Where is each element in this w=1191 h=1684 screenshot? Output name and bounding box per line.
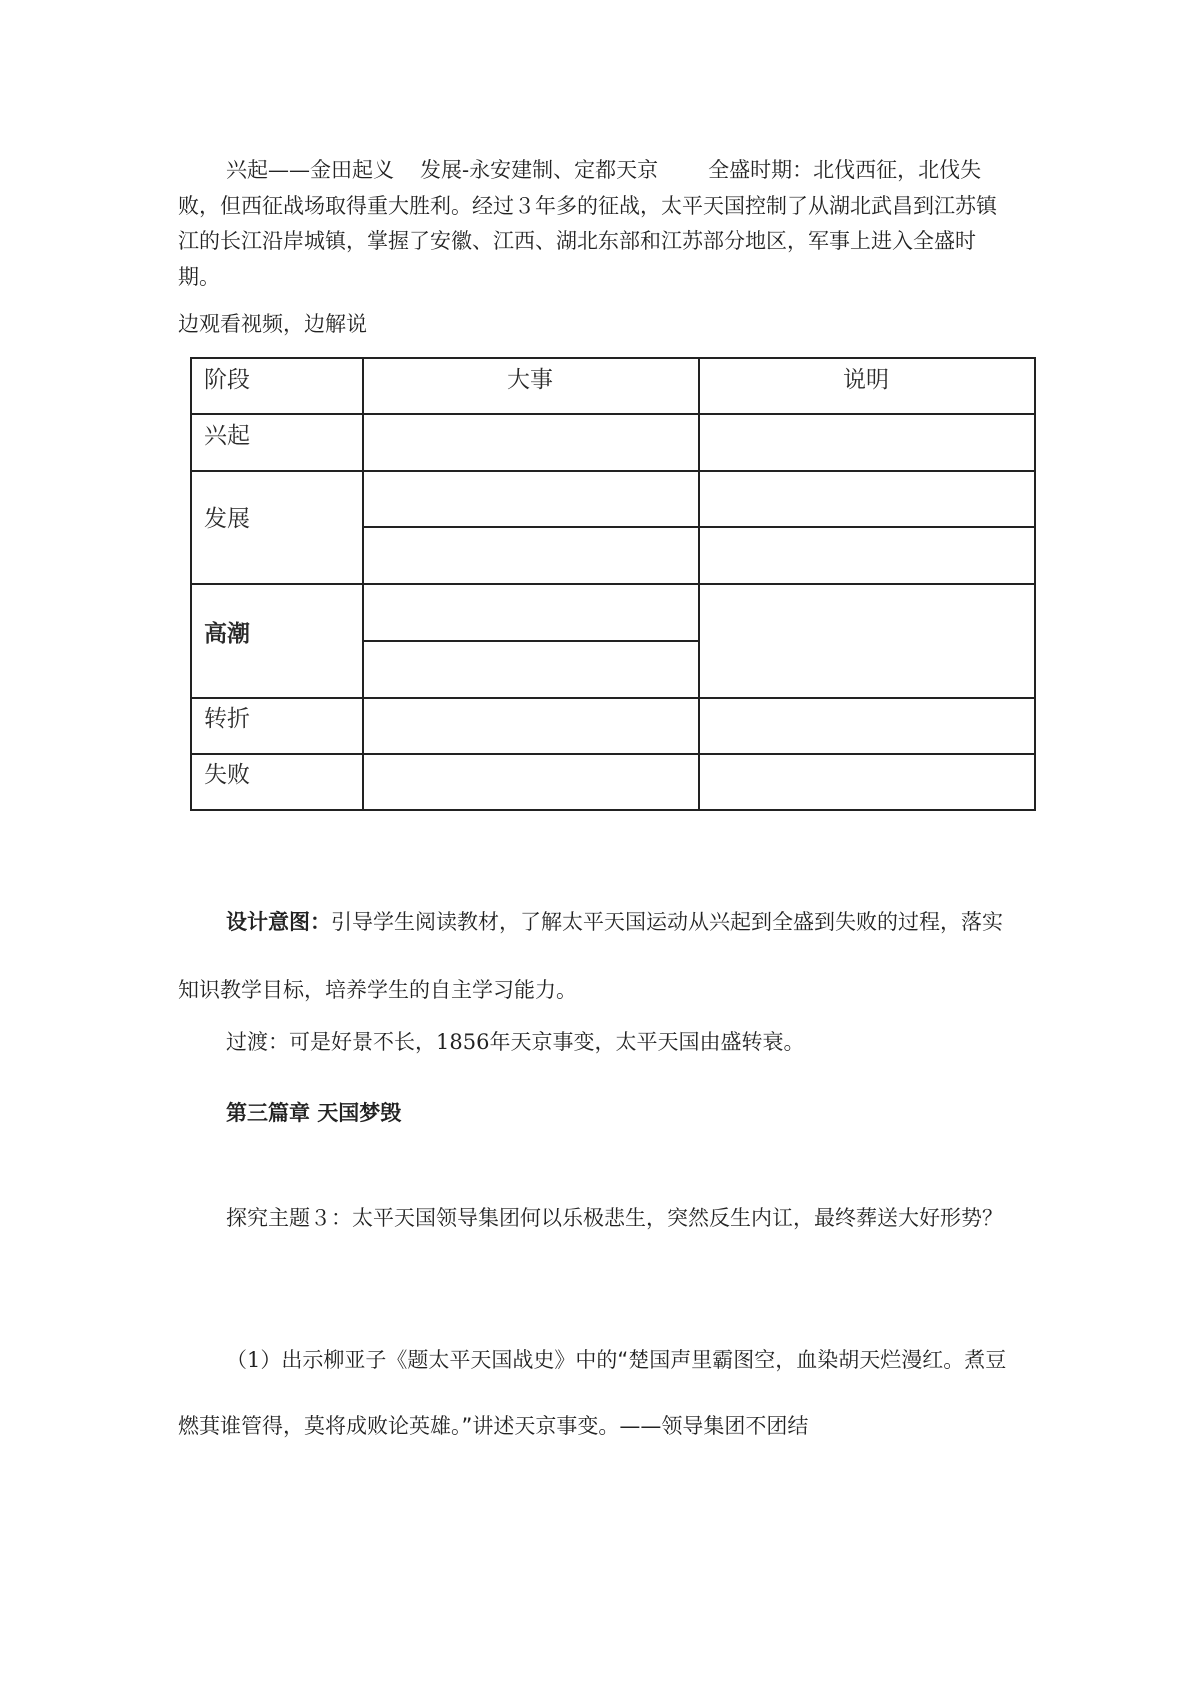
table-rule xyxy=(190,583,1036,585)
table-border-right xyxy=(1034,357,1036,811)
table-col-rule xyxy=(362,357,364,811)
inquiry-topic-3: 探究主题３：太平天国领导集团何以乐极悲生，突然反生内讧，最终葬送大好形势？ xyxy=(226,1206,1003,1230)
transition-line: 过渡：可是好景不长，1856年天京事变，太平天国由盛转衰。 xyxy=(226,1030,805,1054)
poem-index: （1） xyxy=(226,1348,282,1372)
stage-label-turning: 转折 xyxy=(204,706,250,732)
design-intent-label: 设计意图： xyxy=(226,910,331,934)
stage-table xyxy=(190,357,1036,811)
table-rule xyxy=(190,753,1036,755)
stage-label-climax: 高潮 xyxy=(204,621,250,647)
stage-label-rise: 兴起 xyxy=(204,423,250,449)
table-rule xyxy=(362,640,698,642)
table-rule xyxy=(190,697,1036,699)
table-rule xyxy=(190,470,1036,472)
intro-part-peak: 全盛时期：北伐西征，北伐失败，但西征战场取得重大胜利。经过３年多的征战，太平天国控制了从湖北武昌到江苏镇江的长江沿岸城镇，掌握了安徽、江西、湖北东部和江苏部分地区，军事上进入全盛时期。 xyxy=(178,158,997,289)
intro-part-rise: 兴起——金田起义 xyxy=(226,158,394,182)
table-border-bottom xyxy=(190,809,1036,811)
table-col-rule xyxy=(698,357,700,811)
table-border-top xyxy=(190,357,1036,359)
intro-paragraph xyxy=(178,153,1008,295)
poem-text: 出示柳亚子《题太平天国战史》中的“楚国声里霸图空，血染胡天烂漫红。煮豆燃萁谁管得，莫将成败论英雄。”讲述天京事变。——领导集团不团结 xyxy=(178,1348,1007,1438)
table-header-explanation: 说明 xyxy=(843,367,889,393)
table-header-stage: 阶段 xyxy=(204,367,250,393)
design-intent-paragraph xyxy=(178,888,1008,1024)
design-intent-text: 引导学生阅读教材，了解太平天国运动从兴起到全盛到失败的过程，落实知识教学目标，培养学生的自主学习能力。 xyxy=(178,910,1003,1002)
watch-video-line: 边观看视频，边解说 xyxy=(178,312,367,336)
stage-label-failure: 失败 xyxy=(204,762,250,788)
poem-paragraph xyxy=(178,1327,1008,1459)
chapter-title: 第三篇章 天国梦毁 xyxy=(226,1101,402,1125)
intro-part-development: 发展-永安建制、定都天京 xyxy=(420,158,659,182)
table-header-event: 大事 xyxy=(507,367,553,393)
stage-label-development: 发展 xyxy=(204,506,250,532)
table-border-left xyxy=(190,357,192,811)
table-rule xyxy=(190,413,1036,415)
